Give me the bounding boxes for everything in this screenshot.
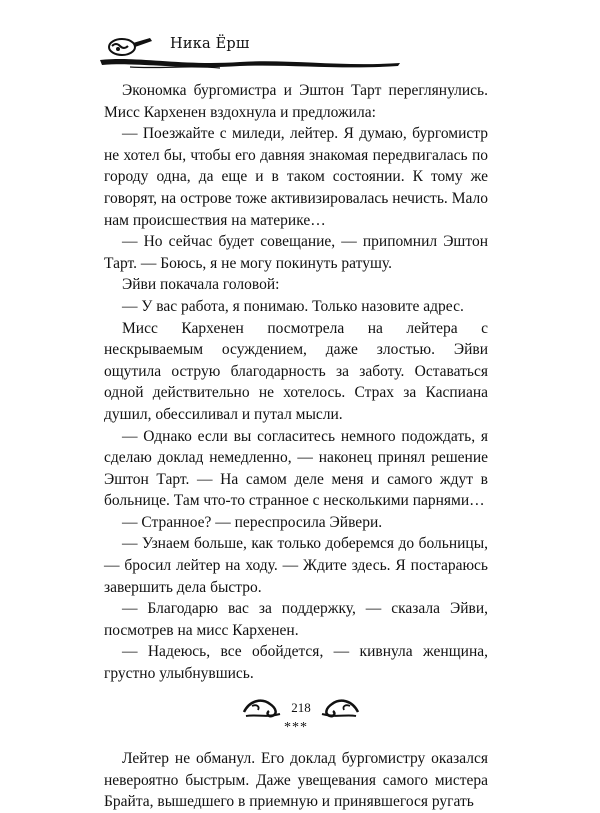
page-footer: [220, 690, 380, 724]
page-number: 218: [291, 700, 311, 715]
paragraph: — Узнаем больше, как только доберемся до больницы, — бросил лейтер на ходу. — Ждите здесь. Я постараюсь завершить дела быстро.: [104, 535, 488, 596]
paragraph: — Поезжайте с миледи, лейтер. Я думаю, бургомистр не хотел бы, чтобы его давняя знакомая передвигалась по городу одна, да еще и в таком состоянии. К тому же говорят, на острове тоже активизировалась нечисть. Мало нам происшествия на материке…: [104, 125, 488, 229]
paragraph: Эйви покачала головой:: [122, 276, 280, 294]
paragraph: Экономка бургомистра и Эштон Тарт переглянулись. Мисс Кархенен вздохнула и предложила:: [104, 82, 488, 121]
paragraph: — Странное? — переспросила Эйвери.: [122, 513, 383, 531]
running-header: [100, 32, 500, 76]
ornament-icon: [320, 694, 360, 720]
paragraph: — Благодарю вас за поддержку, — сказала Эйви, посмотрев на мисс Кархенен.: [104, 600, 488, 639]
paragraph: Мисс Кархенен посмотрела на лейтера с нескрываемым осуждением, даже злостью. Эйви ощутила острую благодарность за заботу. Оставаться одной действительно не хотелось. Страх за Каспиана душил, обессиливал и путал мысли.: [104, 319, 488, 423]
paragraph: — Надеюсь, все обойдется, — кивнула женщина, грустно улыбнувшись.: [104, 643, 488, 683]
author-name: Ника Ёрш: [170, 36, 250, 52]
brush-stroke: [100, 54, 400, 74]
section-separator: ***: [284, 719, 308, 735]
paragraph: Лейтер не обманул. Его доклад бургомистру оказался невероятно быстрым. Даже увещевания самого мистера Брайта, вышедшего в приемную и принявшегося ругать: [104, 750, 488, 811]
paragraph: — Однако если вы согласитесь немного подождать, я сделаю доклад немедленно, — наконец принял решение Эштон Тарт. — На самом деле меня и самого ждут в больнице. Там что-то странное с несколькими парнями…: [104, 427, 488, 510]
paragraph: — У вас работа, я понимаю. Только назовите адрес.: [122, 297, 464, 315]
ornament-icon: [242, 694, 282, 720]
paragraph: — Но сейчас будет совещание, — припомнил Эштон Тарт. — Боюсь, я не могу покинуть ратушу.: [104, 233, 488, 272]
